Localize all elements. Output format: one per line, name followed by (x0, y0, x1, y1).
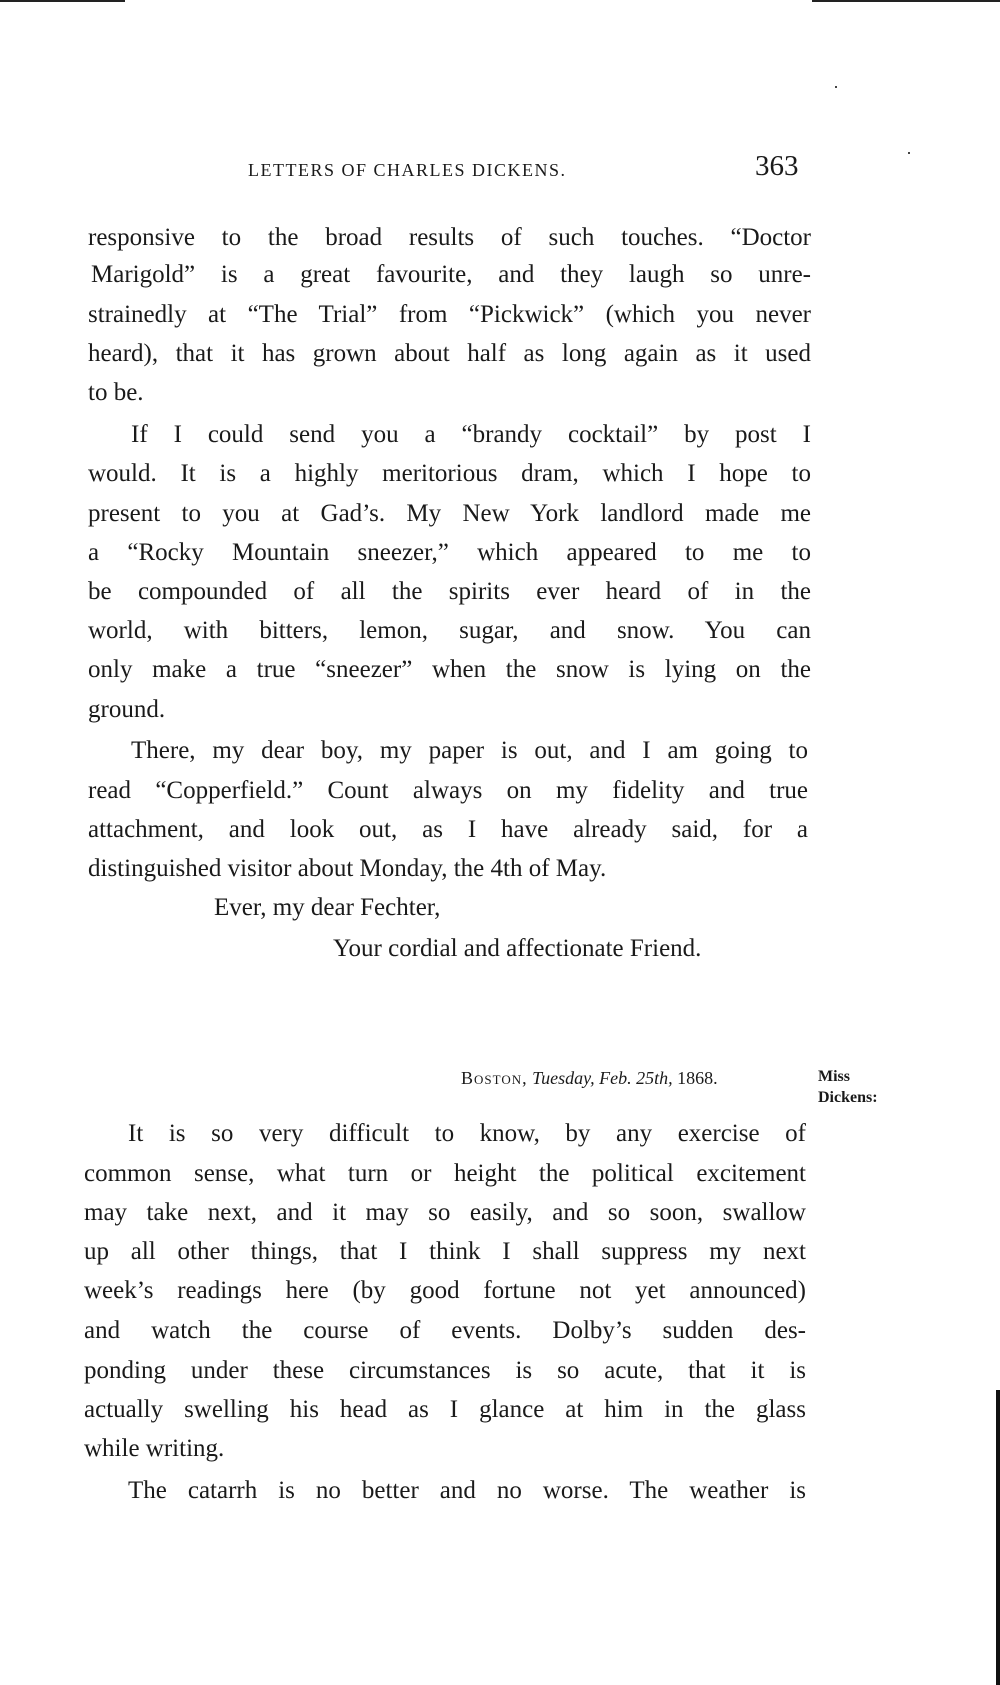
text-line: If I could send you a “brandy cocktail” by post I (131, 421, 811, 448)
letter-signature: Your cordial and affectionate Friend. (333, 935, 702, 962)
text-line: present to you at Gad’s. My New York landlord made me (88, 500, 811, 527)
text-line: would. It is a highly meritorious dram, which I hope to (88, 460, 811, 487)
text-line: strainedly at “The Trial” from “Pickwick” (which you never (88, 301, 811, 328)
text-line: a “Rocky Mountain sneezer,” which appeared to me to (88, 539, 811, 566)
text-line: Marigold” is a great favourite, and they laugh so unre- (91, 261, 811, 288)
letter-place: Boston, (461, 1068, 528, 1088)
top-edge-line (0, 0, 125, 2)
text-line: ponding under these circumstances is so acute, that it is (84, 1357, 806, 1384)
text-line: There, my dear boy, my paper is out, and I am going to (131, 737, 808, 764)
text-line: may take next, and it may so easily, and so soon, swallow (84, 1199, 806, 1226)
letter-dateline (461, 1068, 718, 1089)
text-line: responsive to the broad results of such touches. “Doctor (88, 224, 811, 251)
paper-speck (835, 86, 837, 88)
text-line: while writing. (84, 1435, 225, 1462)
letter-date: Tuesday, Feb. 25th, (532, 1068, 673, 1088)
text-line: The catarrh is no better and no worse. The weather is (128, 1477, 806, 1504)
recipient-marginal-note: Dickens: (818, 1089, 878, 1106)
text-line: distinguished visitor about Monday, the 4th of May. (88, 855, 607, 882)
text-line: week’s readings here (by good fortune not yet announced) (84, 1277, 806, 1304)
text-line: to be. (88, 379, 144, 406)
text-line: ground. (88, 696, 166, 723)
text-line: up all other things, that I think I shall suppress my next (84, 1238, 806, 1265)
top-edge-line (812, 0, 1000, 2)
running-title: LETTERS OF CHARLES DICKENS. (248, 160, 567, 180)
text-line: actually swelling his head as I glance at him in the glass (84, 1396, 806, 1423)
text-line: world, with bitters, lemon, sugar, and snow. You can (88, 617, 811, 644)
text-line: be compounded of all the spirits ever heard of in the (88, 578, 811, 605)
text-line: heard), that it has grown about half as long again as it used (88, 340, 811, 367)
text-line: only make a true “sneezer” when the snow is lying on the (88, 656, 811, 683)
text-line: attachment, and look out, as I have already said, for a (88, 816, 808, 843)
paper-speck (908, 152, 910, 154)
page-edge-shadow (996, 1390, 1000, 1685)
text-line: It is so very difficult to know, by any exercise of (128, 1120, 806, 1147)
text-line: common sense, what turn or height the political excitement (84, 1160, 806, 1187)
text-line: and watch the course of events. Dolby’s sudden des- (84, 1317, 806, 1344)
recipient-marginal-note: Miss (818, 1068, 850, 1085)
letter-closing: Ever, my dear Fechter, (214, 894, 441, 921)
text-line: read “Copperfield.” Count always on my fidelity and true (88, 777, 808, 804)
letter-year: 1868. (677, 1068, 718, 1088)
page-number: 363 (755, 150, 799, 182)
